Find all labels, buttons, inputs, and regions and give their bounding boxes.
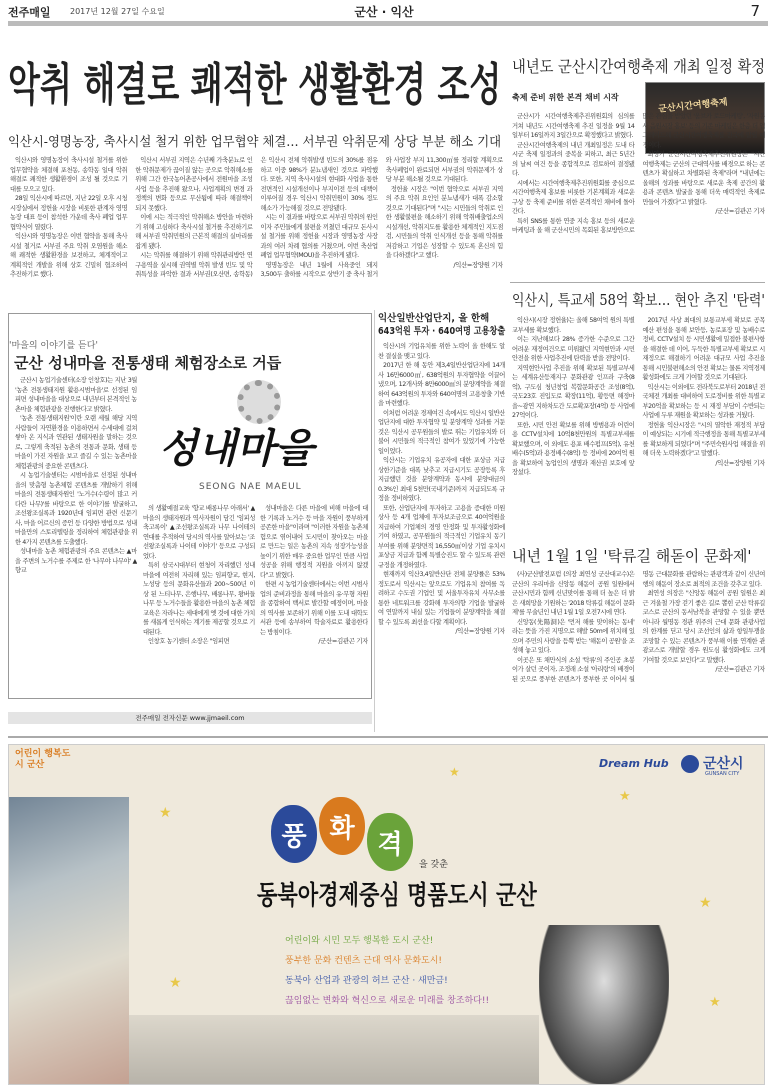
paragraph: '농촌 전통생태지원'이란 오랜 세월 해당 지역 사람들이 자연환경을 이용하면서 수세대에 걸쳐 쌓아 온 지식과 연관된 생태자원을 말하는 것으로, 그렇게 축적된 농촌의 전통과 문화, 생태 등 마을이 가진 자원을 보고 즐길 수 있는 농촌마을 체험관광의 중요한 콘텐츠다. <box>15 415 137 470</box>
header-rule <box>8 21 768 26</box>
grant-byline: /익산=장양원 기자 <box>715 458 765 467</box>
paragraph: 시는 이 결과를 바탕으로 서부권 악취의 원인이자 주민들에게 불편을 끼쳤던 대규모 돈사시설 철거를 위해 정헌율 시장과 영명농장 사장과의 여러 차례 협의를 거쳤으며, 이번 축산업 폐업 업무협약(MOU)을 추진하게 됐다. <box>260 214 378 259</box>
seongnae-maeul-logo <box>149 380 369 502</box>
ad-blob-gyeok: 격 <box>367 813 413 871</box>
festival-headline: 내년도 군산시간여행축제 개최 일정 확정 <box>512 57 766 76</box>
festival-subheadline: 축제 준비 위한 본격 채비 시작 <box>512 93 619 102</box>
village-col2 <box>143 504 255 696</box>
paragraph: 최영기 군산시간여행축제추진위원장은 "시간여행축제는 군산의 근대역사를 배경으로 하는 콘텐츠가 확실하고 차별화된 축제"라며 "내년에는 올해의 성과를 바탕으로 새로운 축제 공간의 활용과 콘텐츠 발굴을 통해 더욱 매력적인 축제로 만들어 가겠다"고 밝혔다. <box>642 151 765 206</box>
paragraph: 익산시와 영명농장은 이번 협약을 통해 축사시설 철거로 서부권 주요 악취 오염원을 해소해 쾌적한 생활환경을 보전하고, 체계적이고 계획적인 개발을 위해 상호 긴밀히 협조하여 추진하기로 했다. <box>10 233 128 278</box>
page-number: 7 <box>750 2 760 20</box>
logo-english: SEONG NAE MAEUL <box>199 482 302 492</box>
ad-hub-logo: Dream Hub <box>599 757 669 770</box>
paragraph: 2017년 사상 최대의 보통교부세 확보로 공목예산 편성을 통해 보안등, 농로포장 및 농배수로정비, CCTV설치 등 시민생활에 밀접한 불편사항을 해결한 데 이어, 두둑한 특별교부세 확보로 시 재정으로 해결하기 어려운 대규모 사업 추진을 통해 시민불편해소의 안전 확보는 물론 지역경제 활성화에도 크게 기여할 것으로 기대된다. <box>642 317 765 381</box>
paragraph: 특히 SNS를 통한 연중 지속 홍보 등의 새로운 마케팅과 올 해 군산시민의 목회된 홍보방안으로 많은 관심을 받았던 '움브카 로드마케팅', '자원봉사 음원시장 홍보' 등의 기존 마케팅은 한층 더 업그레이드해 군산시간여행축제를 전국에 알릴 예정이다. <box>512 113 765 234</box>
industry-headline-line1: 익산일반산업단지, 올 한해 <box>378 313 490 324</box>
paragraph: 정헌율 시장은 "이번 협약으로 서부권 지역의 주요 악취 요인인 분뇨냄새가 대폭 감소할 것으로 기대된다"며 "시는 시민들의 악취로 인한 생활불편을 해소하기 위해 악취배출업소의 시설개선, 악취지도를 활용한 체계적인 지도점검, 시민들의 악취 인식개선 등을 통해 악취를 저감하고 기업은 성장할 수 있도록 혼신의 힘을 다하겠다"고 했다. <box>385 185 503 259</box>
ad-line-3: 동북아 산업과 관광의 허브 군산 · 새만금! <box>285 976 448 986</box>
paragraph: 지역현안사업 추진을 위해 확보된 특별교부세는 세계유산등재지구 문화관광 인프라 구축(8억), 구도심 청년창업 복합문화공간 조성(8억), 국도23호 진입도로 확장(11억), 황등면 해정마을~광연 지하차도간 도로확포장(4억) 등 사업에 27억이다. <box>512 364 635 419</box>
ad-city-logo: 군산시 <box>703 756 744 772</box>
paragraph: 이는 지난해보다 28% 증가한 수준으로 그간 어려운 재정여건으로 미뤄왔던 지역현안과 시민안전을 위한 사업추진에 탄력을 받을 전망이다. <box>512 336 635 362</box>
paragraph: 의 생활예절교육 '향교 배롱나무 아래서' ▲마을의 생태자원과 역사자원이 담긴 '임피성 축고록이' ▲조선왕조실록과 나무 나이테의 연대를 추적하여 당시의 역사를 알아보는 '조선왕조실록과 나이테 이야기' 등으로 구성되었다. <box>143 505 255 560</box>
column-divider <box>374 310 375 732</box>
logo-seal-icon <box>237 380 281 424</box>
star-icon: ★ <box>619 789 631 804</box>
logo-calligraphy: 성내마을 <box>159 425 314 472</box>
paragraph: 익산시는 이외에도 전라북도로부터 2018년 전국체전 개최를 대비하여 도로정비를 위한 특별교부20억을 확보하는 등 시 재정 부담이 수반되는 사업에 두루 재원을 확보하는 성과를 거뒀다. <box>642 383 765 419</box>
main-byline: /익산=장양원 기자 <box>453 260 503 269</box>
paragraph: 시 농업기술센터는 시범마을로 선정된 성내마을의 맞춤형 농촌체험 콘텐츠를 개발하기 위해 마을의 전통생태자원인 '노거수(수령이 많고 커다란 나무)'를 바탕으로 한 이야기를 발굴하고, 조선왕조실록과 1920년대 임피면 관련 신문기사, 마을 어르신의 증언 등 다양한 방법으로 성내마을만의 스토리텔링을 정리하여 체험관광을 위한 4가지 콘텐츠를 도출했다. <box>15 472 137 546</box>
paragraph: 또한, 시민 안전 확보를 위해 방범용과 어린이용 CCTV설치에 10억8천만원의 특별교부세를 확보했으며, 이 외에도 용포 배수펌프(5억), 유천배수(5억)과 용정배수(8억) 등 정비에 20여억 원을 확보하여 농업인의 생명과 재산권 보호에 앞장섰다. <box>512 421 635 476</box>
village-col3 <box>260 504 368 696</box>
ad-line-1: 어린이와 시민 모두 행복한 도시 군산! <box>285 936 434 946</box>
paragraph: 최연성 의장은 "신앙동 해돋이 공원 일원은 최근 겨울철 가장 걷기 좋은 길로 뽑힌 군산 탁류길 코스로 군산의 동서남북을 관망할 수 있을 뿐만 아니라 월명동 경관 위주의 근대 문화 관광사업의 한계를 딛고 당시 조선인의 삶과 항일투쟁을 조망할 수 있는 콘텐츠가 풍부해 이를 연계한 관광코스로 개발할 경우 원도심 활성화에도 크게 기여할 것으로 보인다"고 말했다. <box>642 590 765 664</box>
main-headline: 악취 해결로 쾌적한 생활환경 조성 <box>8 58 502 111</box>
masthead: 전주매일 <box>8 6 51 19</box>
paragraph: 익산시의 기업유치를 위한 노력이 올 한해도 알찬 결실을 맺고 있다. <box>378 343 505 360</box>
paragraph: 정헌율 익산시장은 "시의 열악한 재정적 부담이 예상되는 시기에 적극행정을 통해 특별교부세를 확보하게 되었다"며 "주민숙원사업 해결을 위해 더욱 노력하겠다"고 말했다. <box>642 421 765 457</box>
ad-city-logo-en: GUNSAN CITY <box>705 771 740 777</box>
ad-blob-hwa: 화 <box>319 797 365 855</box>
paragraph: 익산시 서부권 지역은 수년째 가축분뇨로 인한 악취문제가 끊이질 않는 곳으로 악취해소를 위해 그간 한국농어촌공사에서 전원마을 조성사업 등을 추진해 왔으나, 사업계획의 변경 과 정책의 변화 등으로 무산됨에 따라 해결책이 되지 못했다. <box>135 157 253 212</box>
paragraph: 또한, 산업단지에 투자하고 고용을 증대한 미원상사 등 4개 업체에 투자보조금으로 40여억원을 지급하여 기업체의 경영 안정화 및 투자활성화에 기여 하였고, 공무원들의 적극적인 기업유치 동기부여를 위해 분양면적 16,550㎡이상 기업 유치시 포상금 지급과 함께 특별승진도 할 수 있도록 관련 규정을 개정하였다. <box>378 504 505 569</box>
industry-headline <box>378 312 505 338</box>
sunrise-byline: /군산=김관곤 기자 <box>715 665 765 673</box>
paragraph: 시는 악취를 해결하기 위해 악취관리방안 연구용역을 실시해 권역별 악취 발생 빈도 및 악취특성을 파악한 결과 서부권(오산면, 송학동)은 익산시 전체 악취발생 빈도의 30%를 점유하고 이중 98%가 분뇨냄새인 것으로 파악했다. 또한, 지역 축사시설의 현대화 사업을 통한 전면적인 시설개선이나 부지이전 등의 대책이 이루어질 경우 익산시 악취민원이 30% 정도 해소가 가능해질 것으로 전망됐다. <box>135 157 378 278</box>
star-icon: ★ <box>699 895 712 911</box>
paragraph: (사)군산발전포럼 (의장 최연성 군산대교수)은 군산의 우리마을 신앙동 해돋이 공원 일원에서 군산시민과 함께 신년맞이를 통해 더 높은 더 밝은 새희망을 기원하는 '2018 탁류길 해돋이 문화제'를 무술년인 내년 1월 1일 오전7시에 연다. <box>512 571 635 616</box>
paragraph: 2017년 한 해 동안 제3,4일반산업단지에 14개사 16만6000㎡, 638억원의 투자협약을 이끌어 냈으며, 12개사와 8만6000㎡의 분양계약을 체결하여 643억원의 투자와 640여명의 고용창출 기반을 마련했다. <box>378 362 505 407</box>
village-col1 <box>15 376 137 694</box>
village-headline: 군산 성내마을 전통생태 체험장소로 거듭 <box>14 354 282 372</box>
star-icon: ★ <box>709 995 721 1010</box>
paragraph: 이처럼 어려운 경제여건 속에서도 익산시 일반산업단지에 대한 투자협약 및 분양계약 성과를 거둔 것은 익산시 공무원들의 발로 뛰는 기업유치와 더불어 시민들의 적극적인 참여가 있었기에 가능한 일이었다. <box>378 409 505 455</box>
ad-title: 동북아경제중심 명품도시 군산 <box>257 881 537 911</box>
paragraph: 특히 삼국시대부터 현청이 자리했던 성내마을에 여전히 자리해 있는 임피향교, 현지, 노성당 등의 문화유산들과 200~500년 이상 된 느티나무, 은행나무, 배롱나무, 왕버들나무 등 노거수들을 활용한 마을의 농촌 체험교육은 자라나는 세대에게 옛 것에 대한 가치를 새롭게 인식하는 계기를 제공할 것으로 기대된다. <box>143 562 255 636</box>
paragraph: 군산시간여행축제의 내년 개최일정은 도내 타 시군 축제 일정과의 중복을 피하고, 최근 5년간의 날씨 여건 등을 종합적으로 검토하여 결정됐다. <box>512 141 635 177</box>
festival-body <box>512 112 765 278</box>
paragraph: 군산시가 시간여행축제추진위원회의 심의를 거쳐 내년도 시간여행축제 추진 일정을 9월 14일부터 16일까지 3일간으로 확정했다고 밝혔다. <box>512 113 635 139</box>
e-paper-bar[interactable]: 전주매일 전자신문 www.jjmaeil.com <box>8 712 372 724</box>
paragraph: 익산시(시장 정헌율)는 올해 58여억 원의 특별교부세를 확보했다. <box>512 317 635 334</box>
industry-headline-line2: 643억원 투자 · 640여명 고용창출 <box>378 326 506 337</box>
ad-illustration-left <box>9 797 129 1085</box>
ad-tagline-small: 을 갖춘 <box>419 860 448 870</box>
village-kicker: '마을의 이야기를 듣다' <box>9 341 98 351</box>
paragraph: 인창호 농기센터 소장은 "임피면 <box>148 638 230 645</box>
ad-buildings <box>129 1015 539 1085</box>
sunrise-headline: 내년 1월 1일 '탁류길 해돋이 문화제' <box>512 547 752 565</box>
paragraph: 익산시는 기업유치 유공자에 대한 포상금 지급 상한기준을 대폭 낮추고 지급시기도 공장등록 후 지급했던 것을 분양계약과 동시에 분양대금의 0.3%인 최대 5천만(국내기준)까지 지급되도록 규정을 정비하였다. <box>378 457 505 502</box>
paragraph: 군산시 농업기술센터(소장 인창호)는 지난 3월 '농촌 전통생태지원 활용시범마을'로 선정된 임피면 성내마을을 대상으로 내년부터 본격적인 농촌마을 체험관광을 진행한다고 밝혔다. <box>15 377 137 413</box>
paragraph: 영명농장은 내년 1월에 사육중인 돼지 3,500두 출하를 시작으로 상반기 중 축사 철거와 사업장 부지 11,300㎡를 정리할 계획으로 축사폐업이 완료되면 서부권의 악취문제가 상당 부분 해소될 것으로 기대된다. <box>260 157 503 278</box>
paragraph: 익산시와 영명농장이 축사시설 철거를 위한 업무협약을 체결해 포천동, 송학동 일대 악취 해결로 쾌적한 생활환경이 조성 될 것으로 기대를 모으고 있다. <box>10 157 128 193</box>
ad-corner-logo: 어린이 행복도시 군산 <box>15 749 71 770</box>
paragraph: 한편 시 농업기술센터에서는 이번 시범사업의 준비과정을 통해 마을의 유·무형 자원을 종합하여 백서로 발간할 예정이며, 마을의 역사를 보존하기 위해 이를 도내 대학도서관 등에 송부하여 학술자료로 활용한다는 방침이다. <box>260 581 368 636</box>
paragraph: 성내마을은 다른 마을에 비해 마을에 대한 기록과 노거수 등 마을 자원이 풍부하게 공존한 마을"이라며 "이러한 자원을 농촌체험으로 엮어내어 도시민이 찾아오는 마을로 만드는 일은 농촌의 지속 성장가능성을 높이기 위한 매우 중요한 업무인 만큼 사업 성공을 위해 행정적 지원을 아끼지 않겠다"고 밝혔다. <box>260 505 368 579</box>
paragraph: 성내마을 농촌 체험관광의 주요 콘텐츠는 ▲마을 주변의 노거수를 주제로 한 '나무야 나무야' ▲향교 <box>15 548 137 574</box>
sunrise-body <box>512 570 765 733</box>
paragraph: 이곳은 또 채만식의 소설 '탁류'의 주인공 초봉이가 살던 곳이자, 조정래 소설 '아리랑'의 배경이 된 곳으로 풍부한 콘텐츠가 풍부한 곳 이어서 월명동 근대문화를 관람하는 관광객과 같이 신년여행의 해돋이 장소로 최적의 조건을 갖추고 있다. <box>512 571 765 683</box>
ad-line-4: 끊임없는 변화와 혁신으로 새로운 미래를 창조하다!! <box>285 996 490 1006</box>
star-icon: ★ <box>159 805 172 821</box>
ad-girl-illustration <box>539 925 669 1085</box>
ad-line-2: 풍부한 문화 컨텐츠 근대 역사 문화도시! <box>285 956 443 966</box>
festival-photo-sign: 군산시간여행축제 <box>657 97 729 115</box>
section-title: 군산 · 익산 <box>354 5 414 19</box>
grant-headline: 익산시, 특교세 58억 확보… 현안 추진 '탄력' <box>512 291 765 309</box>
issue-date: 2017년 12월 27일 수요일 <box>70 7 165 16</box>
ad-divider <box>8 736 768 738</box>
industry-byline: /익산=장양원 기자 <box>455 627 505 635</box>
star-icon: ★ <box>449 765 460 779</box>
paragraph: 28일 익산시에 따르면, 지난 22일 오후 시청 시장실에서 정헌율 시장을 비롯한 관계자 영명농장 대표 등이 참석한 가운데 축사 폐업 업무협약식이 열렸다. <box>10 195 128 231</box>
ad-lines <box>285 931 535 1011</box>
paragraph: 현재까지 익산3,4일반산단 전체 분양률은 53%정도로서 익산시는 앞으로도 기업유치 참여를 독려하고 수도권 기업인 및 서울투자유치 사무소를 통한 네트워크를 강화해 투자의향 기업을 발굴하여 연말까지 내실 있는 기업들이 분양계약을 체결할 수 있도록 최선을 다할 계획이다. <box>378 571 505 626</box>
ad-blob-pung: 풍 <box>271 805 317 863</box>
gunsan-city-ad[interactable] <box>8 744 765 1085</box>
main-article-body <box>10 156 503 308</box>
paragraph: 이에 시는 적극적인 악취해소 방안을 마련하기 위해 고심하다 축사시설 철거를 추진하기로 해 서부권 악취민원의 근본적 해결의 실마리를 잡게 됐다. <box>135 214 253 250</box>
village-article-box <box>8 313 372 699</box>
star-icon: ★ <box>169 975 182 991</box>
paragraph: 신앙동(先陽洞)은 '먼저 해를 맞이하는 동네' 라는 뜻을 가진 지명으로 해발 50m에 위치해 있으며 주민의 사랑을 듬뿍 받는 '해돋이 공원'을 조성해 놓고 있다. <box>512 618 635 654</box>
grant-body <box>512 316 765 538</box>
main-subheadline: 익산시-영명농장, 축사시설 철거 위한 업무협약 체결… 서부권 악취문제 상당 부분 해소 기대 <box>8 135 502 150</box>
industry-body <box>378 342 505 732</box>
village-byline: /군산=김관곤 기자 <box>318 637 368 645</box>
festival-byline: /군산=김관곤 기자 <box>715 207 765 215</box>
ad-city-emblem-icon <box>681 755 699 773</box>
divider <box>510 282 765 283</box>
paragraph: 시에서는 시간여행축제추진위원회를 중심으로 시간여행축제 홍보를 비롯한 기본계획과 새로운 구상 등 축제 준비를 위한 본격적인 채비에 돌아간다. <box>512 179 635 215</box>
